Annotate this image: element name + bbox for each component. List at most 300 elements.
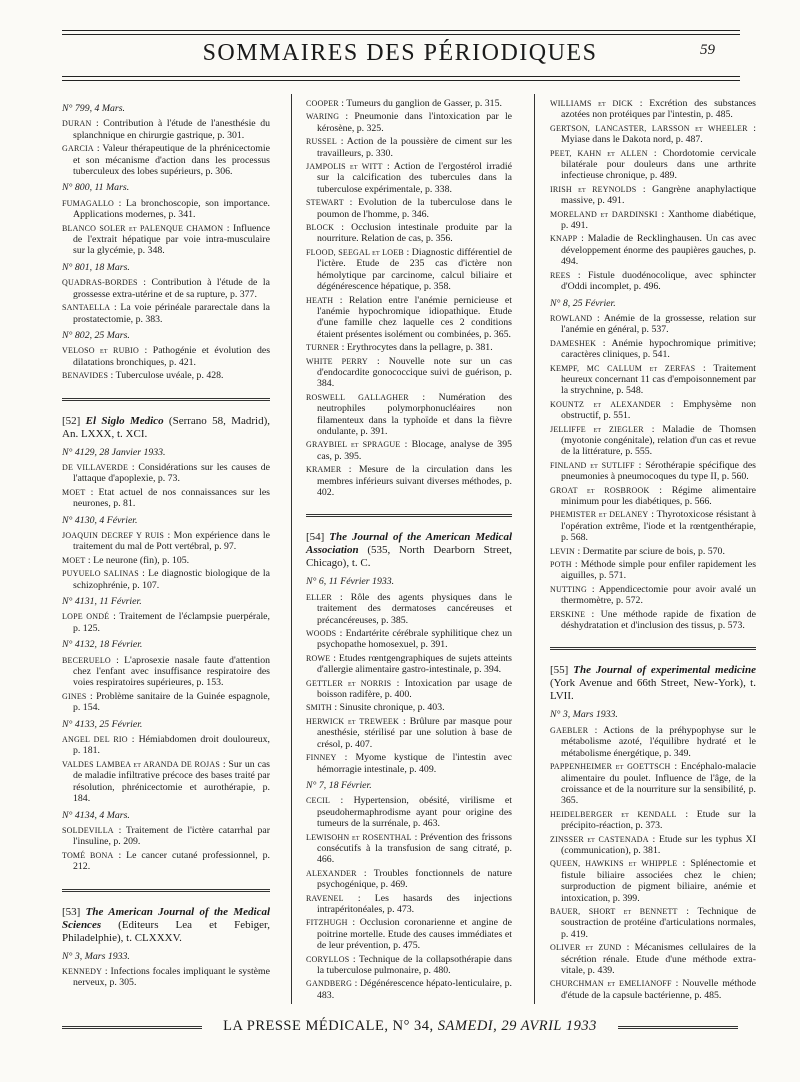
article-title: Numération des neutrophiles polymorphonucléaires non filamenteux dans la typhoïde et dans la fièvre ondulante, p. 391. xyxy=(317,391,513,437)
article-author: GETTLER et NORRIS xyxy=(306,678,392,688)
article-title: Contribution à l'étude de l'anesthésie du splanchnique en chirurgie gastrique, p. 301. xyxy=(73,118,270,141)
author-separator: : xyxy=(571,559,581,571)
article-entry xyxy=(62,966,270,989)
author-separator: : xyxy=(86,690,97,702)
author-separator: : xyxy=(330,652,339,664)
article-title: Rôle des agents physiques dans le traitement des dermatoses cancéreuses et précancéreuses, p. 385. xyxy=(317,591,512,626)
article-entry xyxy=(306,868,512,891)
article-entry xyxy=(550,906,756,940)
article-title: Dégénérescence hépato-lenticulaire, p. 483. xyxy=(317,978,512,1001)
article-author: GROAT et ROSBROOK xyxy=(550,485,650,495)
article-entry xyxy=(306,98,512,109)
article-entry xyxy=(550,546,756,557)
journal-name: The Journal of the American Medical Association xyxy=(306,531,513,557)
column-1 xyxy=(62,98,270,991)
author-separator: : xyxy=(338,98,347,109)
article-author: DE VILLAVERDE xyxy=(62,462,129,472)
article-entry xyxy=(62,655,270,689)
article-entry xyxy=(550,942,756,976)
author-separator: : xyxy=(108,370,116,382)
article-author: DURAN xyxy=(62,119,92,129)
author-separator: : xyxy=(588,724,604,736)
article-entry xyxy=(306,439,512,462)
author-separator: : xyxy=(411,831,421,843)
author-separator: : xyxy=(592,312,604,324)
author-separator: : xyxy=(636,183,653,195)
journal-header-53: [53] The American Journal of the Medical Sciences (Editeurs Lea et Febiger, Philadelphie), t. CLXXXV. xyxy=(62,905,271,944)
article-entry xyxy=(550,338,756,361)
issue-heading: N° 8, 25 Février. xyxy=(550,297,616,309)
author-separator: : xyxy=(647,147,663,159)
article-entry xyxy=(550,123,756,146)
article-title: Myiase dans le Dakota nord, p. 487. xyxy=(561,134,703,146)
author-separator: : xyxy=(85,554,94,566)
article-title: Etat actuel de nos connaissances sur les neurones, p. 81. xyxy=(73,486,270,510)
article-entry xyxy=(306,978,512,1001)
author-separator: : xyxy=(220,758,229,770)
article-author: ELLER xyxy=(306,592,332,602)
article-author: TOMÉ BONA xyxy=(62,850,114,860)
article-author: COOPER xyxy=(306,99,339,108)
article-title: Intoxication par usage de boisson radifère, p. 400. xyxy=(317,677,513,701)
article-entry xyxy=(62,759,270,805)
article-author: CHURCHMAN et EMELIANOFF xyxy=(550,979,672,989)
article-author: WARING xyxy=(306,112,340,122)
author-separator: : xyxy=(676,808,697,820)
article-entry xyxy=(550,209,756,232)
article-title: Tuberculose uvéale, p. 428. xyxy=(115,370,224,382)
article-title: Dermatite par sciure de bois, p. 570. xyxy=(582,545,725,557)
article-title: Brûlure par masque pour anesthésie, stérilisé par une solution à base de crésol, p. 407. xyxy=(317,715,513,750)
article-title: Xanthome diabétique, p. 491. xyxy=(561,208,756,232)
footer-rule-left xyxy=(62,1026,202,1029)
author-separator: : xyxy=(657,208,669,220)
article-title: Une méthode rapide de fixation de déshydratation et d'inclusion des tissus, p. 573. xyxy=(561,608,756,632)
journal-header-52: [52] El Siglo Medico (Serrano 58, Madrid), An. LXXX, t. XCI. xyxy=(62,414,271,440)
author-separator: : xyxy=(128,461,139,473)
issue-heading: N° 7, 18 Février. xyxy=(306,779,372,791)
article-author: LOPE ONDÉ xyxy=(62,612,110,622)
article-author: GAEBLER xyxy=(550,725,589,735)
footer-date: SAMEDI, 29 AVRIL 1933 xyxy=(437,1018,597,1034)
footer xyxy=(210,1018,610,1035)
article-entry xyxy=(306,111,512,134)
article-author: MOET xyxy=(62,487,86,497)
section-54-continued xyxy=(550,98,756,293)
article-author: HEIDELBERGER et KENDALL xyxy=(550,809,677,819)
article-author: RAVENEL xyxy=(306,893,344,903)
article-author: LEWISOHN et ROSENTHAL xyxy=(306,832,412,842)
article-author: SMITH xyxy=(306,703,332,713)
author-separator: : xyxy=(367,355,389,367)
column-3 xyxy=(550,98,756,1003)
article-title: Etude sur les typhus XI (communication), p. 381. xyxy=(561,833,756,856)
article-author: DAMESHEK xyxy=(550,338,597,348)
article-entry xyxy=(550,233,756,267)
article-entry xyxy=(62,143,270,177)
issue-heading: N° 800, 11 Mars. xyxy=(62,182,130,194)
article-title: Traitement de l'ictère catarrhal par l'insuline, p. 209. xyxy=(73,824,270,848)
article-title: Blocage, analyse de 395 cas, p. 395. xyxy=(317,439,512,462)
article-title: Technique de la collapsothérapie dans la tuberculose pulmonaire, p. 480. xyxy=(317,953,512,976)
section-55-issues xyxy=(550,709,756,1001)
journal-details: (Editeurs Lea et Febiger, Philadelphie), t. CLXXXV. xyxy=(62,918,271,944)
issue-heading: N° 4134, 4 Mars. xyxy=(62,809,130,821)
article-title: Régime alimentaire minimum pour les diabétiques, p. 566. xyxy=(561,484,756,507)
journal-name: El Siglo Medico xyxy=(85,414,164,427)
article-title: Actions de la préhypophyse sur le métabolisme azoté, l'équilibre hydraté et le métabolisme énergétique, p. 349. xyxy=(561,724,756,759)
article-entry xyxy=(550,559,756,582)
article-title: Action de la poussière de ciment sur les travailleurs, p. 330. xyxy=(317,136,512,159)
article-entry xyxy=(306,893,512,916)
article-entry xyxy=(62,462,270,485)
issue-heading: N° 3, Mars 1933. xyxy=(550,709,618,721)
author-separator: : xyxy=(634,459,646,471)
column-divider-2 xyxy=(534,94,535,1004)
article-title: Traitement de l'éclampsie puerpérale, p. 125. xyxy=(73,611,270,634)
article-author: KNAPP xyxy=(550,234,578,244)
article-author: PUYUELO SALINAS xyxy=(62,569,139,579)
article-entry xyxy=(306,464,512,498)
article-author: MOET xyxy=(62,555,86,565)
article-author: FUMAGALLO xyxy=(62,198,115,208)
article-author: BLANCO SOLER et PALENQUE CHAMON xyxy=(62,223,224,233)
issue-heading: N° 4130, 4 Février. xyxy=(62,514,138,526)
header-rule xyxy=(62,80,740,81)
article-title: Appendicectomie pour avoir avalé un thermomètre, p. 572. xyxy=(561,583,756,607)
article-title: Relation entre l'anémie pernicieuse et l'anémie hypochromique idiopathique. Etude d'une famille chez laquelle ces 2 conditions étaient présentes isolément ou combinées, p. 365. xyxy=(317,294,512,340)
section-54-issues xyxy=(306,576,512,1001)
article-author: RUSSEL xyxy=(306,137,337,147)
page-number: 59 xyxy=(700,42,715,58)
author-separator: : xyxy=(695,362,714,374)
journal-header-54: [54] The Journal of the American Medical Association (535, North Dearborn Street, Chicago), t. C. xyxy=(306,531,513,570)
author-separator: : xyxy=(339,111,355,123)
article-author: REES xyxy=(550,270,571,280)
article-entry xyxy=(62,530,270,553)
article-entry xyxy=(550,485,756,508)
article-entry xyxy=(62,487,270,510)
article-title: Occlusion intestinale produite par la nourriture. Relation de cas, p. 356. xyxy=(317,222,513,245)
author-separator: : xyxy=(114,197,127,209)
article-title: Sérothérapie spécifique des pneumonies à pneumocoques du type II, p. 560. xyxy=(561,459,756,483)
article-entry xyxy=(550,184,756,207)
author-separator: : xyxy=(138,345,153,357)
article-title: Erythrocytes dans la pellagre, p. 381. xyxy=(346,342,493,354)
article-title: La voie périnéale pararectale dans la prostatectomie, p. 383. xyxy=(73,302,271,325)
author-separator: : xyxy=(223,222,233,234)
article-author: FINNEY xyxy=(306,753,337,763)
author-separator: : xyxy=(632,98,650,109)
article-entry xyxy=(62,691,270,714)
article-title: Mon expérience dans le traitement du mal de Pott vertébral, p. 97. xyxy=(73,529,271,553)
column-divider-1 xyxy=(291,94,292,1004)
article-title: Le diagnostic biologique de la schizophrénie, p. 107. xyxy=(73,568,270,591)
article-title: Considérations sur les causes de l'attaque d'apoplexie, p. 73. xyxy=(73,461,271,485)
author-separator: : xyxy=(336,628,346,640)
article-title: Sur un cas de maladie infiltrative précoce des bases traité par résolution, phrénicectomie et aurothérapie, p. 184. xyxy=(73,758,270,805)
author-separator: : xyxy=(85,486,99,498)
article-author: WOODS xyxy=(306,629,337,639)
article-title: Mécanismes cellulaires de la sécrétion rénale. Etude d'une méthode extra-vitale, p. 439. xyxy=(561,942,756,976)
section-54-issue-8 xyxy=(550,298,756,632)
article-author: ANGEL DEL RIO xyxy=(62,735,128,745)
article-author: LEVIN xyxy=(550,546,575,556)
article-author: JAMPOLIS et WITT xyxy=(306,162,383,172)
article-title: Prévention des frissons consécutifs à la transfusion de sang citraté, p. 466. xyxy=(317,831,512,866)
column-2 xyxy=(306,98,512,1003)
article-author: VELOSO et RUBIO xyxy=(62,346,139,356)
author-separator: : xyxy=(398,715,410,727)
article-title: Occlusion coronarienne et angine de poitrine mortelle. Etude des causes immédiates et de leur prévention, p. 475. xyxy=(317,917,512,952)
article-title: Hémiabdomen droit douloureux, p. 181. xyxy=(73,734,270,757)
top-rule xyxy=(62,30,740,31)
author-separator: : xyxy=(164,529,174,541)
author-separator: : xyxy=(670,761,681,773)
article-title: Diagnostic différentiel de l'ictère. Etude de 235 cas d'ictère non hémolytique par carcinome, calcul biliaire et dégénérescence hépatique, p. 358. xyxy=(317,246,512,293)
article-title: Thyrotoxicose résistant à l'opération extrême, l'iode et la rœntgenthérapie, p. 568. xyxy=(561,509,756,544)
article-author: IRISH et REYNOLDS xyxy=(550,184,637,194)
author-separator: : xyxy=(677,905,698,917)
article-author: PHEMISTER et DELANEY xyxy=(550,510,649,520)
author-separator: : xyxy=(577,233,588,245)
article-entry xyxy=(550,609,756,632)
header-rule-thin xyxy=(62,76,740,77)
article-author: WILLIAMS et DICK xyxy=(550,99,633,108)
article-title: Traitement heureux concernant 11 cas d'empoisonnement par la strychnine, p. 548. xyxy=(561,362,756,397)
article-entry xyxy=(306,752,512,775)
author-separator: : xyxy=(331,702,340,714)
article-entry xyxy=(550,509,756,543)
section-separator xyxy=(550,647,756,650)
author-separator: : xyxy=(330,795,354,807)
article-entry xyxy=(306,222,512,245)
article-title: Les hasards des injections intrapéritonéales, p. 473. xyxy=(317,892,512,915)
author-separator: : xyxy=(356,867,374,879)
author-separator: : xyxy=(596,337,612,349)
article-title: Hypertension, obésité, virilisme et pseudohermaphrodisme ayant pour origine des tumeurs de la surrénale, p. 463. xyxy=(317,795,512,830)
section-52-issues xyxy=(62,447,270,873)
journal-name: The Journal of experimental medicine xyxy=(573,664,756,677)
author-separator: : xyxy=(661,398,684,410)
article-entry xyxy=(62,198,270,221)
author-separator: : xyxy=(337,136,347,148)
article-author: BECERUELO xyxy=(62,655,111,665)
article-author: TURNER xyxy=(306,343,340,353)
article-entry xyxy=(62,734,270,757)
article-author: WHITE PERRY xyxy=(306,356,368,366)
author-separator: : xyxy=(643,423,663,435)
article-title: Sinusite chronique, p. 403. xyxy=(339,702,445,714)
author-separator: : xyxy=(408,391,439,403)
article-title: Infections focales impliquant le système nerveux, p. 305. xyxy=(73,965,271,989)
article-entry xyxy=(306,592,512,626)
author-separator: : xyxy=(677,858,691,870)
article-author: SANTAELLA xyxy=(62,303,111,313)
article-title: Etudes rœntgengraphiques de sujets atteints d'allergie alimentaire gastro-intestinale, p. 394. xyxy=(317,652,512,676)
article-author: GRAYBIEL et SPRAGUE xyxy=(306,440,401,450)
article-entry xyxy=(550,399,756,422)
article-title: Anémie de la grossesse, relation sur l'anémie en général, p. 537. xyxy=(561,312,756,336)
article-author: STEWART xyxy=(306,198,344,208)
author-separator: : xyxy=(110,654,125,666)
author-separator: : xyxy=(110,302,121,314)
journal-details: (York Avenue and 66th Street, New-York), t. LVII. xyxy=(550,677,756,703)
article-entry xyxy=(550,725,756,759)
article-entry xyxy=(62,277,270,300)
article-entry xyxy=(550,313,756,336)
article-author: JELLIFFE et ZIEGLER xyxy=(550,424,644,434)
article-author: BENAVIDES xyxy=(62,371,109,381)
article-entry xyxy=(306,702,512,713)
author-separator: : xyxy=(113,849,127,861)
article-title: Encéphalo-malacie alimentaire du poulet. Influence de l'âge, de la croissance et de la nourriture sur la sensibilité, p. 365. xyxy=(561,761,756,807)
author-separator: : xyxy=(127,734,139,746)
article-entry xyxy=(550,148,756,182)
author-separator: : xyxy=(403,246,412,258)
article-entry xyxy=(550,834,756,857)
article-entry xyxy=(62,223,270,257)
author-separator: : xyxy=(109,611,120,623)
article-entry xyxy=(306,653,512,676)
author-separator: : xyxy=(343,892,375,904)
author-separator: : xyxy=(91,118,104,130)
article-title: Pneumonie dans l'intoxication par le kérosène, p. 325. xyxy=(317,111,513,134)
author-separator: : xyxy=(93,143,103,155)
article-entry xyxy=(306,136,512,159)
article-entry xyxy=(62,118,270,141)
article-author: ZINSSER et CASTENADA xyxy=(550,834,649,844)
article-entry xyxy=(306,716,512,750)
author-separator: : xyxy=(334,222,352,234)
author-separator: : xyxy=(621,942,635,954)
article-entry xyxy=(306,917,512,951)
author-separator: : xyxy=(575,545,583,557)
article-title: Chordotomie cervicale bilatérale pour douleurs dans une arthrite infectieuse chronique, p. 489. xyxy=(561,147,757,182)
article-entry xyxy=(550,584,756,607)
article-entry xyxy=(62,345,270,368)
article-author: CECIL xyxy=(306,796,331,806)
author-separator: : xyxy=(352,978,360,990)
article-author: FITZHUGH xyxy=(306,918,348,928)
article-entry xyxy=(306,356,512,390)
article-author: KOUNTZ et ALEXANDER xyxy=(550,399,661,409)
article-entry xyxy=(550,858,756,904)
issue-heading: N° 3, Mars 1933. xyxy=(62,950,130,962)
article-entry xyxy=(62,568,270,591)
article-entry xyxy=(306,954,512,977)
footer-rule-right xyxy=(618,1026,738,1029)
article-author: VALDES LAMBEA et ARANDA DE ROJAS xyxy=(62,759,220,769)
issue-heading: N° 4133, 25 Février. xyxy=(62,718,143,730)
author-separator: : xyxy=(336,752,356,764)
article-author: GARCIA xyxy=(62,144,94,154)
article-title: Maladie de Recklinghausen. Un cas avec développement énorme des paupières gauches, p. 494. xyxy=(561,233,757,268)
article-title: L'aprosexie nasale faute d'attention chez l'enfant avec insuffisance respiratoire des voies respiratoires supérieures, p. 153. xyxy=(73,654,271,689)
article-author: KEMPF, MC CALLUM et ZERFAS xyxy=(550,363,696,373)
author-separator: : xyxy=(400,439,412,451)
article-entry xyxy=(306,161,512,195)
article-author: CORYLLOS xyxy=(306,954,350,964)
author-separator: : xyxy=(138,568,149,580)
author-separator: : xyxy=(585,608,601,620)
article-author: BLOCK xyxy=(306,223,335,233)
article-entry xyxy=(62,825,270,848)
article-entry xyxy=(62,302,270,325)
article-title: Nouvelle note sur un cas d'endocardite gonococcique suivi de guérison, p. 384. xyxy=(317,355,513,390)
article-title: Pathogénie et évolution des dilatations bronchiques, p. 421. xyxy=(73,345,271,368)
article-author: PEET, KAHN et ALLEN xyxy=(550,148,648,158)
article-entry xyxy=(306,795,512,829)
issue-heading: N° 799, 4 Mars. xyxy=(62,103,125,114)
journal-details: (Serrano 58, Madrid), An. LXXX, t. XCI. xyxy=(62,414,271,440)
article-entry xyxy=(306,678,512,701)
section-separator xyxy=(62,398,270,401)
author-separator: : xyxy=(648,833,659,845)
issue-heading: N° 801, 18 Mars. xyxy=(62,261,130,273)
article-entry xyxy=(306,628,512,651)
article-author: GANDBERG xyxy=(306,979,353,989)
author-separator: : xyxy=(382,161,394,173)
article-author: OLIVER et ZUND xyxy=(550,943,622,953)
article-entry xyxy=(306,197,512,220)
article-title: Mesure de la circulation dans les membres inférieurs suivant diverses méthodes, p. 402. xyxy=(317,464,512,498)
article-author: ROSWELL GALLAGHER xyxy=(306,392,409,402)
article-author: FINLAND et SUTLIFF xyxy=(550,460,635,470)
article-title: Myome kystique de l'intestin avec hémorragie intestinale, p. 409. xyxy=(317,752,512,775)
article-entry xyxy=(306,247,512,293)
article-author: NUTTING xyxy=(550,584,587,594)
issue-heading: N° 802, 25 Mars. xyxy=(62,329,130,341)
section-separator xyxy=(62,889,270,892)
article-author: ROWLAND xyxy=(550,313,593,323)
article-title: Emphysème non obstructif, p. 551. xyxy=(561,398,756,422)
author-separator: : xyxy=(586,583,599,595)
journal-name: The American Journal of the Medical Sciences xyxy=(62,905,271,931)
article-entry xyxy=(306,832,512,866)
article-title: Fistule duodénocolique, avec sphincter d'Oddi incomplet, p. 496. xyxy=(561,269,756,293)
article-entry xyxy=(306,392,512,438)
article-title: Troubles fonctionnels de nature psychogénique, p. 469. xyxy=(317,867,512,891)
article-author: QUADRAS-BORDES xyxy=(62,278,138,288)
article-author: JOAQUIN DECREF Y RUIS xyxy=(62,530,164,540)
author-separator: : xyxy=(339,342,347,354)
author-separator: : xyxy=(102,965,111,977)
issue-heading: N° 6, 11 Février 1933. xyxy=(306,576,395,588)
article-author: KENNEDY xyxy=(62,966,103,976)
author-separator: : xyxy=(391,677,405,689)
article-entry xyxy=(550,424,756,458)
section-separator xyxy=(306,514,512,517)
article-title: Influence de l'extrait hépatique par voie intra-musculaire sur la glycémie, p. 348. xyxy=(73,222,270,257)
author-separator: : xyxy=(341,464,359,476)
article-entry xyxy=(550,270,756,293)
article-entry xyxy=(550,809,756,832)
article-title: Nouvelle méthode d'étude de la capsule bactérienne, p. 485. xyxy=(561,978,756,1001)
article-title: Le cancer cutané professionnel, p. 212. xyxy=(73,849,270,873)
article-title: Endartérite cérébrale syphilitique chez un psychopathe homosexuel, p. 391. xyxy=(317,628,512,651)
author-separator: : xyxy=(349,953,359,965)
journal-details: (535, North Dearborn Street, Chicago), t. C. xyxy=(306,544,512,570)
article-title: Maladie de Thomsen (myotonie congénitale), relation d'un cas et revue de la littérature, p. 555. xyxy=(561,423,757,458)
author-separator: : xyxy=(113,824,126,836)
article-entry xyxy=(62,611,270,634)
author-separator: : xyxy=(648,509,657,521)
article-title: La bronchoscopie, son importance. Applications modernes, p. 341. xyxy=(73,197,271,221)
article-author: FLOOD, SEEGAL et LOEB xyxy=(306,247,404,257)
article-author: ERSKINE xyxy=(550,609,586,619)
issue-heading: N° 4131, 11 Février. xyxy=(62,596,142,607)
